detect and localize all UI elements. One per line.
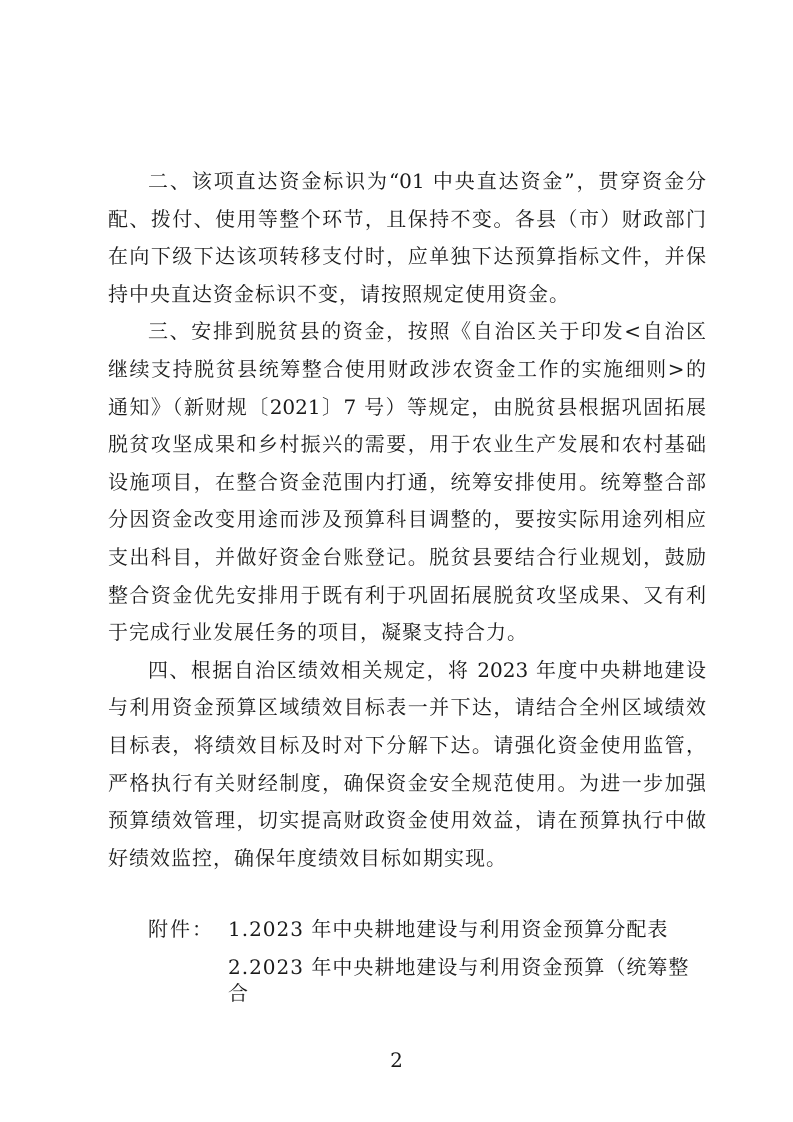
- text-line: 三、安排到脱贫县的资金，按照《自治区关于印发<自治区: [148, 319, 706, 343]
- text-line: 目标表，将绩效目标及时对下分解下达。请强化资金使用监管，: [108, 733, 706, 757]
- text-line: 严格执行有关财经制度，确保资金安全规范使用。为进一步加强: [108, 771, 706, 795]
- text-line: 与利用资金预算区域绩效目标表一并下达，请结合全州区域绩效: [108, 695, 706, 719]
- text-line: 脱贫攻坚成果和乡村振兴的需要，用于农业生产发展和农村基础: [108, 432, 706, 456]
- text-line: 四、根据自治区绩效相关规定，将 2023 年度中央耕地建设: [148, 658, 706, 682]
- attachment-item: 1.2023 年中央耕地建设与利用资金预算分配表: [228, 917, 669, 941]
- attachment-item: 2.2023 年中央耕地建设与利用资金预算（统筹整合: [228, 955, 690, 1005]
- text-line: 配、拨付、使用等整个环节，且保持不变。各县（市）财政部门: [108, 207, 706, 231]
- text-line: 支出科目，并做好资金台账登记。脱贫县要结合行业规划，鼓励: [108, 545, 706, 569]
- text-line: 设施项目，在整合资金范围内打通，统筹安排使用。统筹整合部: [108, 470, 706, 494]
- attachments-label: 附件：: [148, 917, 214, 941]
- text-line: 二、该项直达资金标识为“01 中央直达资金”，贯穿资金分: [148, 169, 706, 193]
- text-line: 预算绩效管理，切实提高财政资金使用效益，请在预算执行中做: [108, 808, 706, 832]
- text-line: 通知》（新财规〔2021〕7 号）等规定，由脱贫县根据巩固拓展: [108, 395, 706, 419]
- text-line: 整合资金优先安排用于既有利于巩固拓展脱贫攻坚成果、又有利: [108, 583, 706, 607]
- text-line: 持中央直达资金标识不变，请按照规定使用资金。: [108, 282, 570, 306]
- text-line: 分因资金改变用途而涉及预算科目调整的，要按实际用途列相应: [108, 507, 706, 531]
- text-line: 继续支持脱贫县统筹整合使用财政涉农资金工作的实施细则>的: [108, 357, 706, 381]
- text-line: 于完成行业发展任务的项目，凝聚支持合力。: [108, 620, 528, 644]
- page-number: 2: [390, 1048, 403, 1072]
- text-line: 在向下级下达该项转移支付时，应单独下达预算指标文件，并保: [108, 244, 706, 268]
- text-line: 好绩效监控，确保年度绩效目标如期实现。: [108, 846, 507, 870]
